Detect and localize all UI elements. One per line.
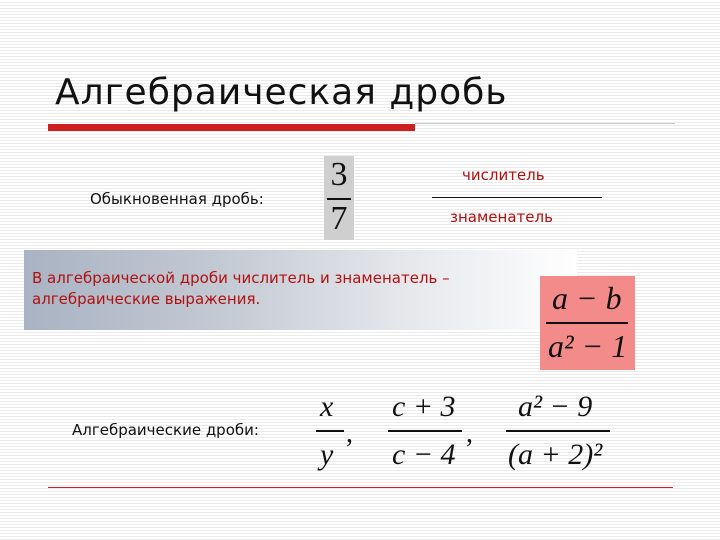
fraction-1-denominator: y xyxy=(320,438,334,471)
fraction-3-numerator: a² − 9 xyxy=(518,390,593,423)
numerator-caption: числитель xyxy=(462,166,545,184)
fraction-3-denominator: (a + 2)² xyxy=(508,438,603,471)
example-fraction-bar xyxy=(546,322,628,324)
example-fraction-box xyxy=(540,276,635,370)
ordinary-denominator: 7 xyxy=(330,200,348,237)
title-underline-accent xyxy=(48,124,415,131)
fraction-2-bar xyxy=(388,430,462,432)
example-denominator: a² − 1 xyxy=(548,328,628,364)
definition-text: В алгебраической дроби числитель и знаменатель – алгебраические выражения. xyxy=(32,269,450,308)
fraction-1-separator: , xyxy=(346,418,353,449)
ordinary-numerator: 3 xyxy=(330,156,348,193)
denominator-caption: знаменатель xyxy=(450,208,553,226)
title-underline-rule xyxy=(415,123,675,124)
example-numerator: a − b xyxy=(552,280,622,316)
fraction-1-numerator: x xyxy=(320,390,334,423)
fraction-3-bar xyxy=(506,430,610,432)
bottom-rule xyxy=(48,487,673,488)
fraction-2-numerator: c + 3 xyxy=(392,390,456,423)
fraction-1-bar xyxy=(316,430,344,432)
algebraic-fractions-label: Алгебраические дроби: xyxy=(72,421,259,439)
fraction-2-separator: , xyxy=(466,418,473,449)
fraction-2-denominator: c − 4 xyxy=(392,438,456,471)
ordinary-fraction-label: Обыкновенная дробь: xyxy=(90,190,264,208)
caption-fraction-bar xyxy=(432,197,602,198)
ordinary-fraction xyxy=(324,156,354,240)
slide-title: Алгебраическая дробь xyxy=(55,72,508,113)
